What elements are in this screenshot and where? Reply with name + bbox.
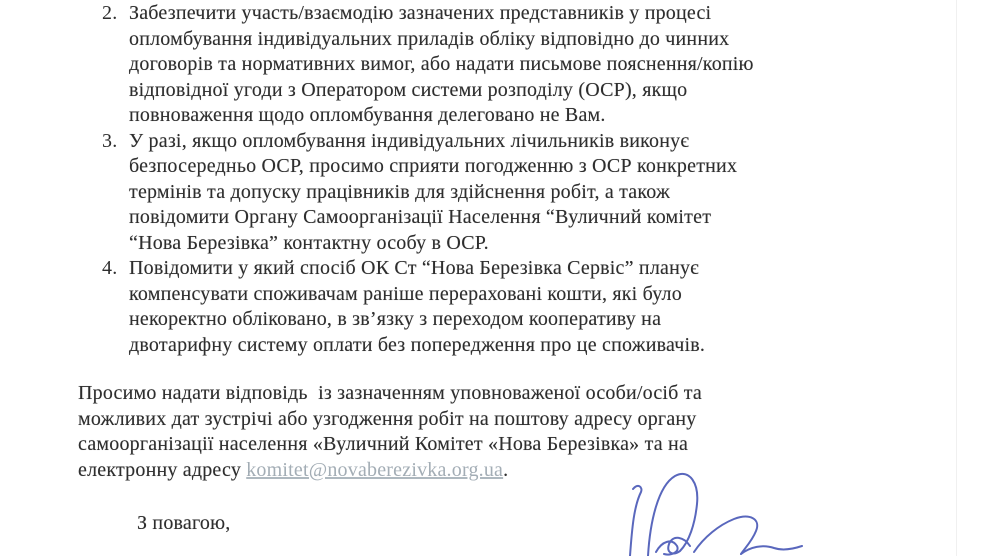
list-item-text (129, 256, 705, 358)
salutation: З повагою, (137, 512, 231, 534)
text-line: можливих дат зустрічі або узгодження робіт на поштову адресу органу (78, 407, 697, 430)
numbered-list (102, 1, 882, 358)
list-item-number: 2. (102, 2, 118, 24)
text-line: термінів та допуску працівників для здійснення робіт, а також (129, 180, 671, 203)
signature-stroke (630, 486, 641, 556)
text-line: двотарифну систему оплати без попередження про це споживачів. (129, 333, 706, 356)
text-line: некоректно обліковано, в зв’язку з переходом кооперативу на (129, 308, 662, 330)
text-line: повідомити Органу Самоорганізації Населення “Вуличний комітет (129, 206, 712, 228)
text-line: Забезпечити участь/взаємодію зазначених представників у процесі (129, 2, 712, 24)
text-line: компенсувати споживачам раніше перераховані кошти, які було (129, 282, 682, 305)
text-line: безпосередньо ОСР, просимо сприяти погодженню з ОСР конкретних (129, 155, 738, 177)
text-line: У разі, якщо опломбування індивідуальних лічильників виконує (129, 129, 690, 152)
list-item-4 (102, 256, 882, 358)
signature-stroke (648, 474, 697, 556)
email-line-prefix: електронну адресу (78, 458, 247, 481)
text-line: відповідної угоди з Оператором системи розподілу (ОСР), якщо (129, 78, 688, 101)
list-item-text (129, 129, 737, 257)
signature (598, 466, 808, 556)
list-item-number: 3. (102, 129, 118, 152)
signature-stroke (694, 517, 757, 554)
list-item-2 (102, 1, 882, 129)
scan-artifact-line (956, 0, 957, 556)
text-line: договорів та нормативних вимог, або надати письмове пояснення/копію (129, 53, 754, 75)
signature-stroke (656, 541, 678, 554)
list-item-text (129, 1, 754, 129)
list-item-3 (102, 129, 882, 257)
signature-stroke (741, 546, 802, 554)
text-line: самоорганізації населення «Вуличний Комітет «Нова Березівка» та на (78, 433, 689, 455)
email-line-suffix: . (503, 458, 509, 481)
email-link[interactable]: komitet@novaberezivka.org.ua (246, 458, 504, 481)
text-line: “Нова Березівка” контактну особу в ОСР. (129, 231, 489, 254)
list-item-number: 4. (102, 257, 118, 279)
text-line: опломбування індивідуальних приладів обліку відповідно до чинних (129, 27, 730, 50)
text-line: Повідомити у який спосіб ОК Ст “Нова Березівка Сервіс” планує (129, 257, 699, 279)
text-line: Просимо надати відповідь із зазначенням уповноваженої особи/осіб та (78, 382, 703, 404)
text-line: повноваження щодо опломбування делеговано не Вам. (129, 104, 606, 126)
